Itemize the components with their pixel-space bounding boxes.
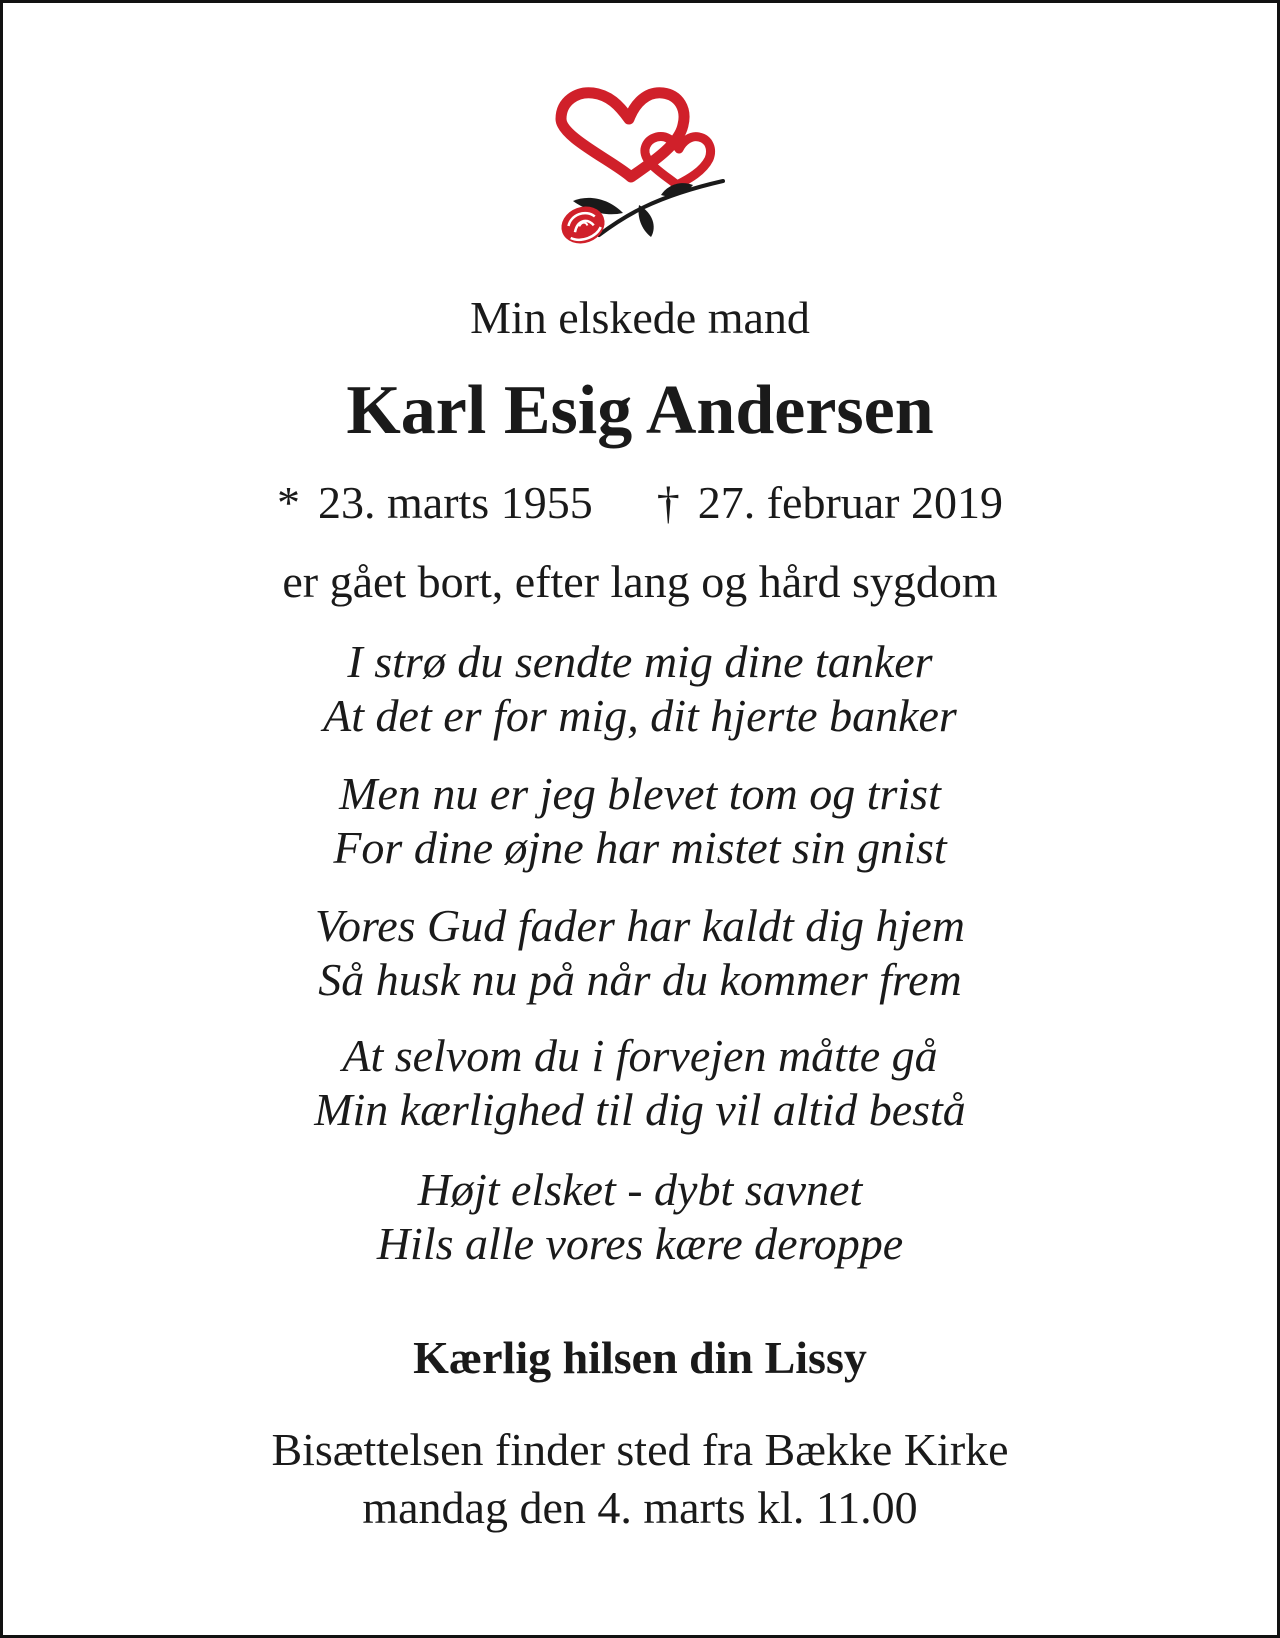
life-dates: [3, 477, 1277, 528]
verse-line: I strø du sendte mig dine tanker: [347, 636, 933, 687]
verse-line: Hils alle vores kære deroppe: [376, 1218, 904, 1269]
verse-line: Så husk nu på når du kommer frem: [318, 954, 962, 1005]
verse-line: Højt elsket - dybt savnet: [417, 1164, 863, 1215]
passing-statement: er gået bort, efter lang og hård sygdom: [282, 556, 998, 607]
hearts-and-rose-icon: [553, 85, 733, 257]
rose-stem-icon: [599, 181, 723, 235]
verse-line: Min kærlighed til dig vil altid bestå: [314, 1084, 966, 1135]
verse-line: At selvom du i forvejen måtte gå: [342, 1030, 938, 1081]
died-symbol: †: [656, 477, 680, 528]
verse-line: Vores Gud fader har kaldt dig hjem: [315, 900, 965, 951]
died-date: 27. februar 2019: [697, 477, 1003, 528]
signoff: Kærlig hilsen din Lissy: [413, 1332, 867, 1383]
verse-line: For dine øjne har mistet sin gnist: [333, 822, 947, 873]
rose-leaf-icon: [661, 183, 693, 196]
funeral-info-line: Bisættelsen finder sted fra Bække Kirke: [271, 1424, 1009, 1475]
verse-line: At det er for mig, dit hjerte banker: [323, 690, 957, 741]
born-date: 23. marts 1955: [318, 477, 593, 528]
deceased-name: Karl Esig Andersen: [346, 372, 934, 449]
funeral-info-line: mandag den 4. marts kl. 11.00: [362, 1482, 918, 1533]
intro-line: Min elskede mand: [470, 292, 810, 343]
verse-line: Men nu er jeg blevet tom og trist: [339, 768, 941, 819]
rose-leaf-icon: [639, 205, 654, 237]
born-symbol: *: [277, 477, 300, 528]
